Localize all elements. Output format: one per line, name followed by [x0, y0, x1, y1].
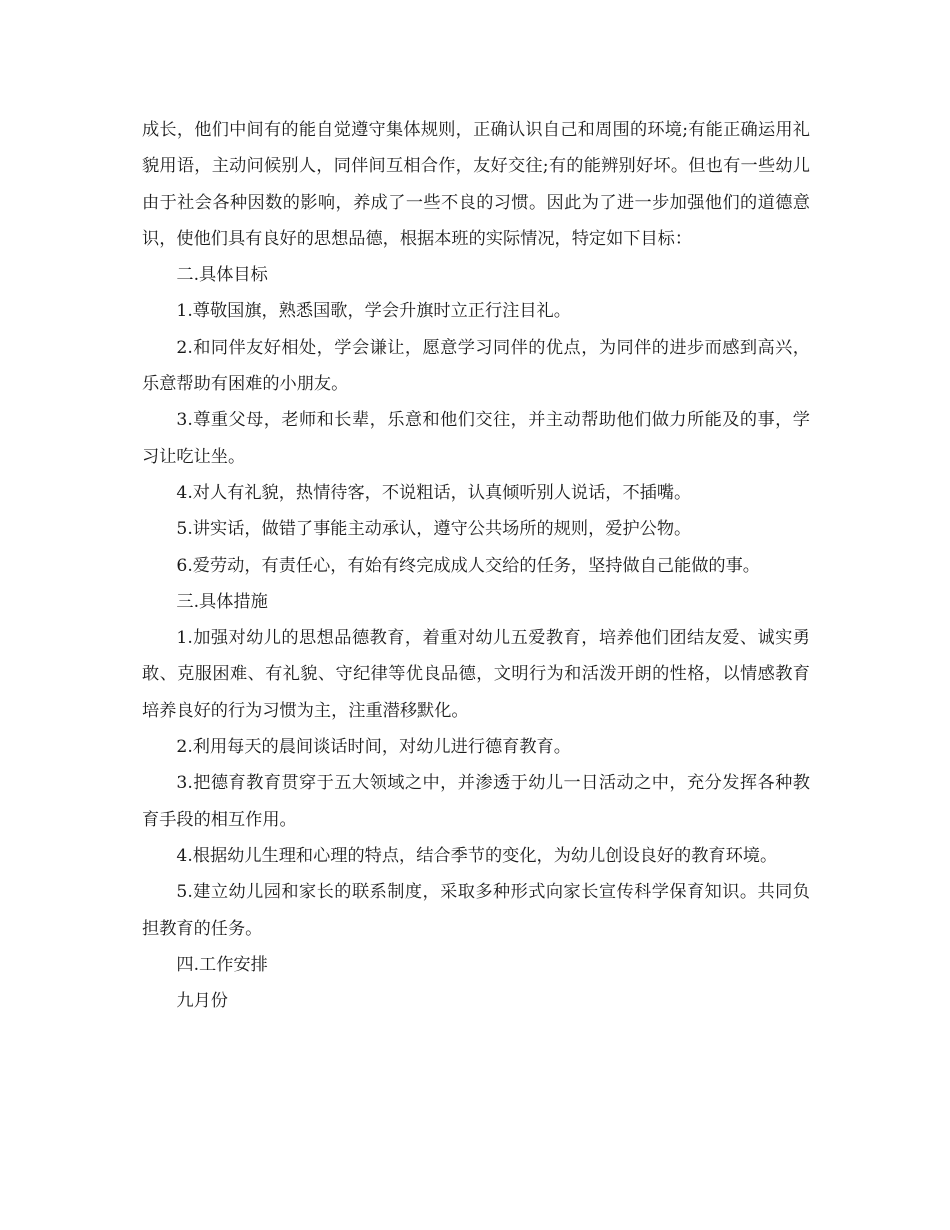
measure-item-2: 2.利用每天的晨间谈话时间，对幼儿进行德育教育。 [176, 737, 571, 758]
schedule-month-september: 九月份 [176, 991, 228, 1012]
goal-item-2: 2.和同伴友好相处，学会谦让，愿意学习同伴的优点，为同伴的进步而感到高兴，乐意帮助有困难的小朋友。 [142, 337, 810, 395]
section-heading-schedule: 四.工作安排 [176, 954, 268, 975]
measure-item-4: 4.根据幼儿生理和心理的特点，结合季节的变化，为幼儿创设良好的教育环境。 [176, 845, 778, 866]
measure-item-1: 1.加强对幼儿的思想品德教育，着重对幼儿五爱教育，培养他们团结友爱、诚实勇敢、克服困难、有礼貌、守纪律等优良品德，文明行为和活泼开朗的性格，以情感教育培养良好的行为习惯为主，注重潜移默化。 [142, 628, 810, 721]
section-heading-measures: 三.具体措施 [176, 591, 268, 612]
measure-item-3: 3.把德育教育贯穿于五大领域之中，并渗透于幼儿一日活动之中，充分发挥各种教育手段的相互作用。 [142, 773, 810, 830]
goal-item-1: 1.尊敬国旗，熟悉国歌，学会升旗时立正行注目礼。 [176, 301, 571, 322]
goal-item-4: 4.对人有礼貌，热情待客，不说粗话，认真倾听别人说话，不插嘴。 [176, 482, 692, 503]
measure-item-5: 5.建立幼儿园和家长的联系制度，采取多种形式向家长宣传科学保育知识。共同负担教育的任务。 [142, 882, 810, 939]
document-page [142, 112, 810, 1019]
goal-item-6: 6.爱劳动，有责任心，有始有终完成成人交给的任务，坚持做自己能做的事。 [176, 555, 760, 576]
section-heading-goals: 二.具体目标 [176, 265, 268, 286]
intro-paragraph: 成长，他们中间有的能自觉遵守集体规则，正确认识自己和周围的环境;有能正确运用礼貌用语，主动问候别人，同伴间互相合作，友好交往;有的能辨别好坏。但也有一些幼儿由于社会各种因数的影响，养成了一些不良的习惯。因此为了进一步加强他们的道德意识，使他们具有良好的思想品德，根据本班的实际情况，特定如下目标： [142, 120, 810, 249]
goal-item-3: 3.尊重父母，老师和长辈，乐意和他们交往，并主动帮助他们做力所能及的事，学习让吃让坐。 [142, 410, 810, 467]
goal-item-5: 5.讲实话，做错了事能主动承认，遵守公共场所的规则，爱护公物。 [176, 519, 692, 540]
